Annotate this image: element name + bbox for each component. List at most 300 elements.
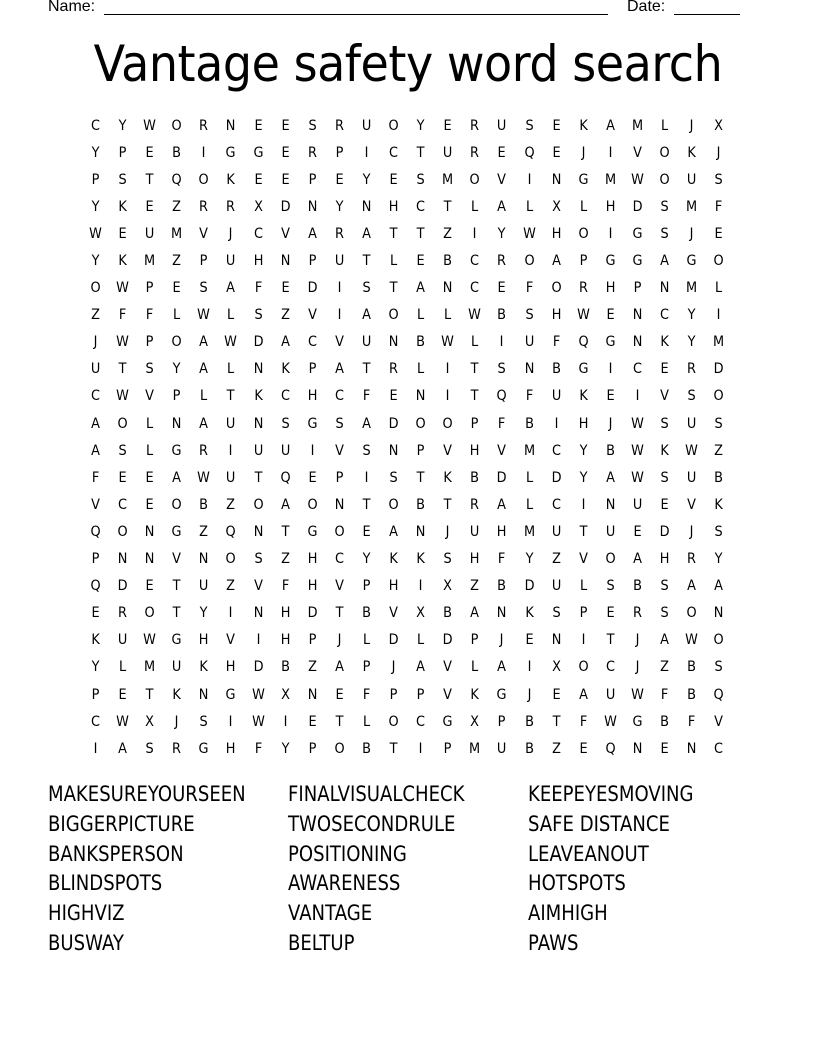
grid-cell: V — [660, 388, 669, 405]
grid-cell: U — [470, 523, 480, 540]
grid-cell: E — [118, 469, 127, 486]
grid-cell: P — [579, 605, 588, 622]
grid-cell: M — [144, 659, 156, 676]
word-list-item: HIGHVIZ — [48, 901, 125, 926]
grid-cell: B — [687, 686, 697, 703]
grid-cell: C — [470, 280, 480, 297]
word-list — [48, 780, 788, 959]
grid-cell: E — [308, 713, 317, 730]
grid-cell: I — [418, 578, 423, 595]
grid-cell: E — [145, 144, 154, 161]
grid-cell: P — [362, 578, 371, 595]
grid-cell: E — [660, 496, 669, 513]
date-label: Date: — [627, 0, 666, 15]
grid-cell: R — [497, 253, 507, 270]
grid-cell: U — [172, 659, 182, 676]
grid-cell: T — [579, 523, 588, 540]
grid-cell: E — [660, 361, 669, 378]
grid-cell: L — [389, 253, 398, 270]
grid-cell: E — [335, 686, 344, 703]
grid-cell: W — [251, 713, 265, 730]
grid-cell: E — [606, 307, 615, 324]
grid-cell: Z — [443, 225, 453, 242]
grid-cell: J — [337, 632, 342, 649]
grid-cell: I — [445, 361, 450, 378]
grid-cell: E — [254, 171, 263, 188]
grid-cell: G — [686, 253, 697, 270]
grid-cell: V — [497, 442, 507, 459]
grid-cell: K — [226, 171, 236, 188]
grid-cell: A — [660, 632, 669, 649]
grid-cell: M — [604, 171, 616, 188]
grid-cell: R — [470, 496, 480, 513]
grid-cell: S — [443, 551, 452, 568]
grid-cell: I — [337, 280, 342, 297]
grid-cell: P — [579, 253, 588, 270]
grid-cell: K — [687, 144, 696, 161]
word-list-item: LEAVEANOUT — [528, 841, 649, 866]
grid-cell: I — [527, 659, 531, 676]
grid-cell: K — [660, 334, 669, 351]
grid-cell: D — [117, 578, 128, 595]
grid-cell: X — [253, 198, 263, 215]
grid-cell: K — [579, 117, 588, 134]
grid-cell: P — [308, 253, 317, 270]
grid-cell: J — [635, 632, 640, 649]
word-list-item: BIGGERPICTURE — [48, 811, 195, 836]
grid-cell: G — [226, 144, 237, 161]
grid-cell: Z — [280, 551, 290, 568]
word-list-item: MAKESUREYOURSEEN — [48, 782, 246, 806]
grid-cell: C — [551, 496, 561, 513]
grid-cell: P — [308, 740, 317, 757]
grid-cell: R — [632, 605, 642, 622]
grid-cell: O — [713, 253, 724, 270]
grid-cell: E — [606, 605, 615, 622]
grid-cell: T — [362, 496, 371, 513]
grid-cell: N — [361, 198, 372, 215]
grid-cell: U — [497, 117, 507, 134]
grid-cell: S — [714, 659, 723, 676]
grid-cell: O — [605, 551, 616, 568]
grid-cell: L — [660, 117, 669, 134]
grid-cell: Y — [91, 198, 100, 215]
word-list-item: SAFE DISTANCE — [528, 811, 670, 836]
grid-cell: R — [118, 605, 128, 622]
grid-cell: E — [118, 225, 127, 242]
grid-cell: Y — [525, 551, 533, 568]
grid-cell: C — [91, 117, 101, 134]
grid-cell: D — [253, 334, 264, 351]
grid-cell: I — [229, 713, 233, 730]
grid-cell: S — [714, 171, 723, 188]
grid-cell: S — [552, 605, 561, 622]
grid-cell: E — [281, 280, 290, 297]
grid-cell: L — [119, 659, 127, 676]
grid-cell: B — [632, 578, 642, 595]
grid-cell: F — [362, 388, 371, 405]
grid-cell: Y — [281, 740, 290, 757]
grid-cell: G — [226, 686, 237, 703]
grid-cell: O — [334, 523, 345, 540]
grid-cell: P — [335, 144, 344, 161]
grid-cell: G — [605, 334, 616, 351]
grid-cell: B — [714, 469, 724, 486]
grid-cell: C — [470, 253, 480, 270]
grid-cell: N — [199, 686, 209, 703]
grid-cell: Y — [199, 605, 208, 622]
grid-cell: Y — [579, 442, 588, 459]
grid-cell: E — [172, 280, 181, 297]
grid-cell: Z — [551, 551, 561, 568]
grid-cell: G — [496, 686, 507, 703]
grid-cell: S — [524, 117, 534, 134]
grid-cell: D — [388, 415, 399, 432]
grid-cell: D — [632, 198, 643, 215]
grid-cell: B — [524, 740, 534, 757]
grid-cell: H — [470, 442, 480, 459]
grid-cell: O — [171, 334, 182, 351]
grid-cell: A — [199, 415, 209, 432]
grid-cell: C — [91, 388, 101, 405]
grid-cell: U — [361, 117, 372, 134]
grid-cell: F — [118, 307, 127, 324]
grid-cell: I — [418, 740, 423, 757]
grid-cell: S — [254, 551, 263, 568]
grid-cell: A — [199, 361, 209, 378]
grid-cell: V — [334, 442, 344, 459]
grid-cell: B — [605, 442, 615, 459]
grid-cell: Q — [171, 171, 182, 188]
grid-cell: A — [660, 253, 669, 270]
grid-cell: P — [416, 442, 425, 459]
grid-cell: N — [280, 253, 291, 270]
grid-cell: I — [93, 740, 98, 757]
grid-cell: H — [551, 307, 561, 324]
grid-cell: C — [632, 361, 642, 378]
grid-cell: H — [551, 225, 561, 242]
grid-cell: U — [145, 225, 155, 242]
grid-cell: S — [118, 171, 127, 188]
word-list-item: AWARENESS — [288, 871, 401, 896]
grid-cell: S — [714, 523, 723, 540]
grid-cell: I — [608, 144, 613, 161]
grid-cell: Z — [226, 496, 236, 513]
grid-cell: F — [579, 713, 587, 730]
grid-cell: I — [229, 442, 233, 459]
grid-cell: O — [117, 415, 128, 432]
grid-cell: R — [578, 280, 588, 297]
grid-cell: P — [308, 171, 317, 188]
grid-cell: N — [713, 605, 724, 622]
grid-cell: P — [91, 686, 100, 703]
grid-cell: T — [172, 578, 181, 595]
word-list-item: POSITIONING — [288, 841, 407, 866]
grid-cell: E — [552, 117, 561, 134]
grid-cell: I — [310, 442, 315, 459]
grid-cell: G — [307, 415, 318, 432]
grid-cell: U — [443, 144, 453, 161]
grid-cell: K — [443, 469, 452, 486]
grid-cell: A — [416, 280, 426, 297]
grid-cell: I — [716, 307, 721, 324]
grid-cell: M — [171, 225, 183, 242]
grid-cell: W — [116, 280, 130, 297]
name-date-header — [48, 0, 748, 17]
grid-cell: O — [551, 280, 562, 297]
grid-cell: W — [116, 334, 130, 351]
grid-cell: I — [608, 361, 613, 378]
grid-cell: G — [253, 144, 264, 161]
grid-cell: R — [199, 442, 209, 459]
grid-cell: W — [143, 632, 157, 649]
grid-cell: E — [145, 496, 154, 513]
grid-cell: Y — [335, 198, 344, 215]
grid-cell: S — [660, 415, 669, 432]
grid-cell: X — [470, 713, 480, 730]
grid-cell: I — [635, 388, 640, 405]
grid-cell: O — [523, 253, 535, 270]
grid-cell: F — [525, 280, 533, 297]
grid-cell: R — [172, 740, 182, 757]
grid-cell: B — [524, 713, 534, 730]
grid-cell: C — [551, 442, 561, 459]
word-search-grid — [82, 112, 732, 762]
grid-cell: H — [280, 605, 291, 622]
grid-cell: D — [659, 523, 670, 540]
grid-cell: B — [416, 334, 426, 351]
grid-cell: N — [307, 198, 318, 215]
grid-cell: D — [713, 361, 724, 378]
grid-cell: B — [470, 469, 480, 486]
grid-cell: Y — [91, 144, 100, 161]
grid-cell: J — [445, 523, 450, 540]
grid-cell: L — [579, 198, 587, 215]
grid-cell: G — [442, 713, 453, 730]
grid-cell: Y — [172, 361, 181, 378]
grid-cell: K — [280, 361, 290, 378]
grid-cell: S — [281, 415, 290, 432]
grid-cell: L — [362, 713, 371, 730]
grid-cell: U — [334, 253, 345, 270]
grid-cell: I — [337, 307, 342, 324]
grid-cell: S — [660, 605, 669, 622]
grid-cell: U — [524, 334, 534, 351]
grid-cell: A — [497, 198, 507, 215]
grid-cell: V — [389, 605, 398, 622]
grid-cell: A — [280, 496, 290, 513]
grid-cell: P — [91, 551, 100, 568]
grid-cell: B — [416, 496, 426, 513]
grid-cell: N — [659, 280, 670, 297]
grid-cell: E — [145, 198, 154, 215]
grid-cell: O — [578, 659, 589, 676]
grid-cell: U — [199, 578, 209, 595]
grid-cell: W — [631, 442, 644, 459]
grid-cell: M — [713, 334, 725, 351]
word-list-item: TWOSECONDRULE — [288, 811, 456, 836]
grid-cell: U — [90, 361, 101, 378]
grid-cell: N — [171, 415, 182, 432]
grid-cell: P — [118, 144, 127, 161]
grid-cell: O — [659, 171, 670, 188]
grid-cell: A — [91, 415, 100, 432]
grid-cell: T — [389, 280, 398, 297]
grid-cell: V — [307, 307, 317, 324]
grid-cell: V — [633, 144, 642, 161]
grid-cell: P — [172, 388, 181, 405]
grid-cell: A — [551, 253, 561, 270]
grid-cell: J — [93, 334, 98, 351]
grid-cell: Y — [579, 469, 588, 486]
grid-cell: J — [689, 523, 694, 540]
grid-cell: E — [281, 117, 290, 134]
word-list-item: PAWS — [528, 930, 579, 955]
grid-cell: O — [713, 388, 724, 405]
grid-cell: T — [145, 171, 154, 188]
grid-cell: I — [256, 632, 261, 649]
grid-cell: A — [199, 334, 209, 351]
grid-cell: T — [552, 713, 561, 730]
grid-cell: Y — [714, 551, 723, 568]
grid-cell: R — [334, 225, 344, 242]
grid-cell: I — [608, 225, 613, 242]
grid-cell: L — [525, 198, 533, 215]
grid-cell: O — [253, 496, 264, 513]
grid-cell: J — [635, 659, 640, 676]
grid-cell: W — [197, 307, 211, 324]
grid-cell: W — [468, 307, 482, 324]
grid-cell: T — [416, 469, 425, 486]
grid-cell: N — [551, 171, 561, 188]
grid-cell: G — [171, 442, 182, 459]
grid-cell: I — [581, 632, 586, 649]
grid-cell: P — [443, 740, 452, 757]
grid-cell: O — [171, 117, 182, 134]
grid-cell: Z — [172, 253, 182, 270]
grid-cell: V — [91, 496, 100, 513]
grid-cell: S — [145, 361, 154, 378]
grid-cell: Z — [280, 307, 290, 324]
grid-cell: H — [226, 740, 236, 757]
grid-cell: E — [524, 632, 534, 649]
grid-cell: Z — [172, 198, 182, 215]
grid-cell: N — [307, 686, 318, 703]
grid-cell: U — [605, 686, 616, 703]
grid-cell: X — [280, 686, 290, 703]
grid-cell: U — [686, 469, 697, 486]
word-list-item: VANTAGE — [288, 901, 373, 926]
grid-cell: H — [307, 578, 318, 595]
grid-cell: Z — [660, 659, 669, 676]
grid-cell: U — [686, 415, 697, 432]
grid-cell: A — [389, 523, 398, 540]
grid-cell: L — [525, 496, 533, 513]
grid-cell: S — [416, 171, 425, 188]
grid-cell: I — [527, 171, 531, 188]
grid-cell: N — [334, 496, 345, 513]
grid-cell: E — [145, 469, 154, 486]
grid-cell: W — [522, 225, 536, 242]
grid-cell: K — [714, 496, 723, 513]
grid-cell: G — [171, 632, 182, 649]
grid-cell: W — [576, 307, 590, 324]
grid-cell: B — [524, 415, 534, 432]
grid-cell: O — [117, 523, 128, 540]
grid-cell: A — [497, 659, 507, 676]
grid-cell: G — [632, 253, 643, 270]
grid-cell: D — [253, 659, 264, 676]
grid-cell: C — [389, 144, 399, 161]
grid-cell: N — [497, 605, 507, 622]
grid-cell: N — [442, 280, 453, 297]
grid-cell: Q — [90, 523, 101, 540]
grid-cell: U — [226, 415, 236, 432]
grid-cell: I — [364, 144, 369, 161]
grid-cell: G — [578, 361, 589, 378]
grid-cell: S — [389, 469, 398, 486]
grid-cell: D — [388, 632, 399, 649]
grid-cell: Z — [307, 659, 317, 676]
grid-cell: E — [254, 117, 263, 134]
grid-cell: A — [362, 307, 371, 324]
grid-cell: Q — [280, 469, 291, 486]
grid-cell: E — [335, 171, 344, 188]
grid-cell: T — [335, 605, 344, 622]
grid-cell: T — [443, 496, 452, 513]
grid-cell: V — [497, 171, 507, 188]
grid-cell: R — [226, 198, 236, 215]
grid-cell: Y — [416, 117, 425, 134]
grid-cell: L — [417, 361, 425, 378]
grid-cell: S — [362, 280, 371, 297]
grid-cell: T — [145, 686, 154, 703]
grid-cell: O — [225, 551, 237, 568]
grid-cell: N — [686, 740, 697, 757]
grid-cell: Y — [91, 253, 100, 270]
grid-cell: F — [498, 551, 506, 568]
grid-cell: N — [524, 361, 534, 378]
grid-cell: W — [197, 469, 211, 486]
grid-cell: M — [686, 280, 698, 297]
grid-cell: E — [389, 171, 398, 188]
grid-cell: K — [389, 551, 398, 568]
grid-cell: L — [173, 307, 181, 324]
grid-cell: R — [389, 361, 399, 378]
grid-cell: N — [632, 307, 643, 324]
grid-cell: S — [606, 578, 615, 595]
grid-cell: O — [415, 415, 426, 432]
grid-cell: I — [202, 144, 206, 161]
grid-cell: H — [578, 415, 589, 432]
grid-cell: R — [470, 117, 480, 134]
grid-cell: N — [253, 523, 263, 540]
grid-cell: F — [498, 415, 506, 432]
grid-cell: F — [254, 740, 262, 757]
grid-cell: D — [496, 469, 507, 486]
grid-cell: M — [144, 253, 156, 270]
grid-cell: J — [581, 144, 586, 161]
grid-cell: H — [605, 280, 616, 297]
grid-cell: N — [632, 740, 643, 757]
grid-cell: B — [362, 740, 371, 757]
grid-cell: S — [335, 415, 344, 432]
grid-cell: V — [443, 686, 453, 703]
word-list-item: BUSWAY — [48, 930, 124, 955]
grid-cell: J — [689, 225, 694, 242]
grid-cell: D — [551, 469, 562, 486]
grid-cell: T — [362, 253, 371, 270]
